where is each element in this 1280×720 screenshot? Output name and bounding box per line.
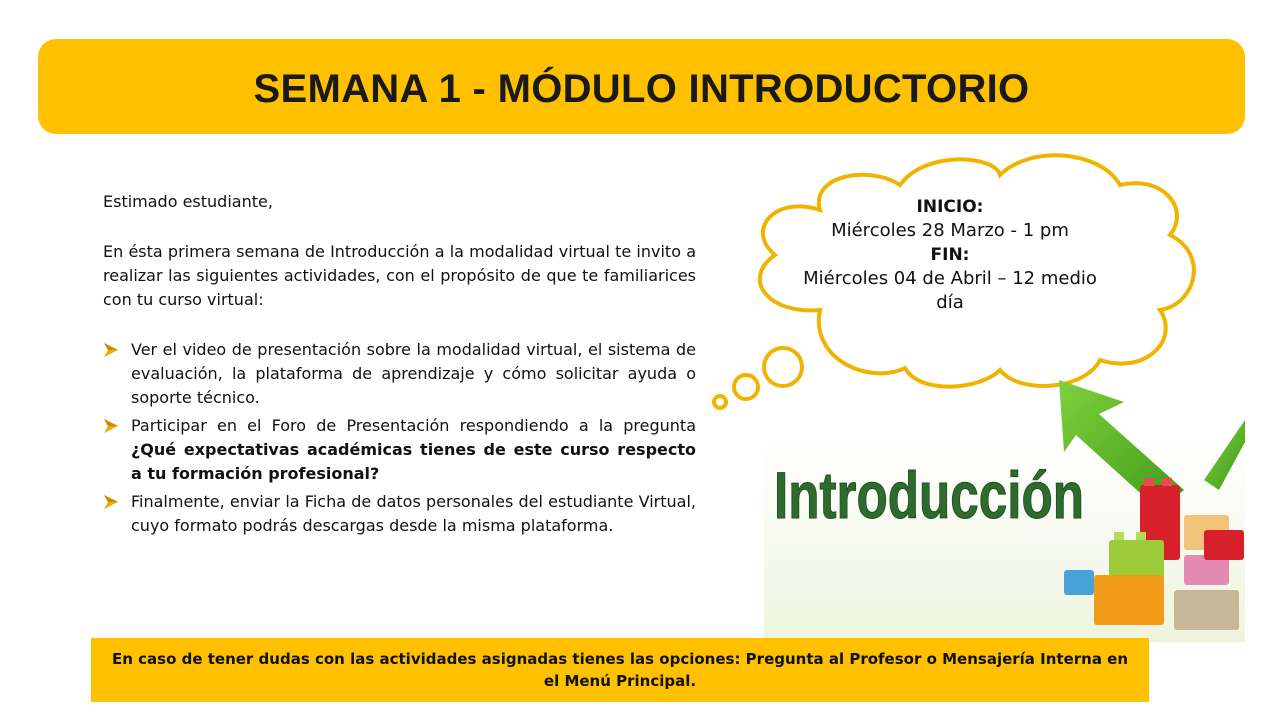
activity-list <box>103 338 696 538</box>
page-title: SEMANA 1 - MÓDULO INTRODUCTORIO <box>253 67 1030 111</box>
arrow-bullet-icon <box>103 342 119 358</box>
list-item <box>103 490 696 538</box>
end-date: Miércoles 04 de Abril – 12 medio día <box>803 268 1097 313</box>
list-item <box>103 338 696 410</box>
activity-question: ¿Qué expectativas académicas tienes de este curso respecto a tu formación profesional? <box>131 440 696 483</box>
activity-text-3: Finalmente, enviar la Ficha de datos personales del estudiante Virtual, cuyo formato podrás descargas desde la misma plataforma. <box>131 492 696 535</box>
schedule-cloud-text <box>795 195 1105 315</box>
start-date: Miércoles 28 Marzo - 1 pm <box>831 220 1069 241</box>
start-label: INICIO: <box>916 197 984 217</box>
arrow-bullet-icon <box>103 494 119 510</box>
title-banner <box>38 39 1245 134</box>
content-block <box>103 190 696 542</box>
activity-text-2: Participar en el Foro de Presentación respondiendo a la pregunta <box>131 416 696 435</box>
footer-note: En caso de tener dudas con las actividades asignadas tienes las opciones: Pregunta al Profesor o Mensajería Interna en el Menú Principal. <box>91 638 1149 702</box>
list-item <box>103 414 696 486</box>
activity-text-1: Ver el video de presentación sobre la modalidad virtual, el sistema de evaluación, la plataforma de aprendizaje y cómo solicitar ayuda o soporte técnico. <box>131 340 696 407</box>
introduccion-word: Introducción <box>774 458 1084 532</box>
intro-paragraph: En ésta primera semana de Introducción a la modalidad virtual te invito a realizar las siguientes actividades, con el propósito de que te familiarices con tu curso virtual: <box>103 242 696 309</box>
greeting: Estimado estudiante, <box>103 192 273 211</box>
introduccion-image <box>764 380 1245 642</box>
arrow-bullet-icon <box>103 418 119 434</box>
end-label: FIN: <box>930 245 970 265</box>
